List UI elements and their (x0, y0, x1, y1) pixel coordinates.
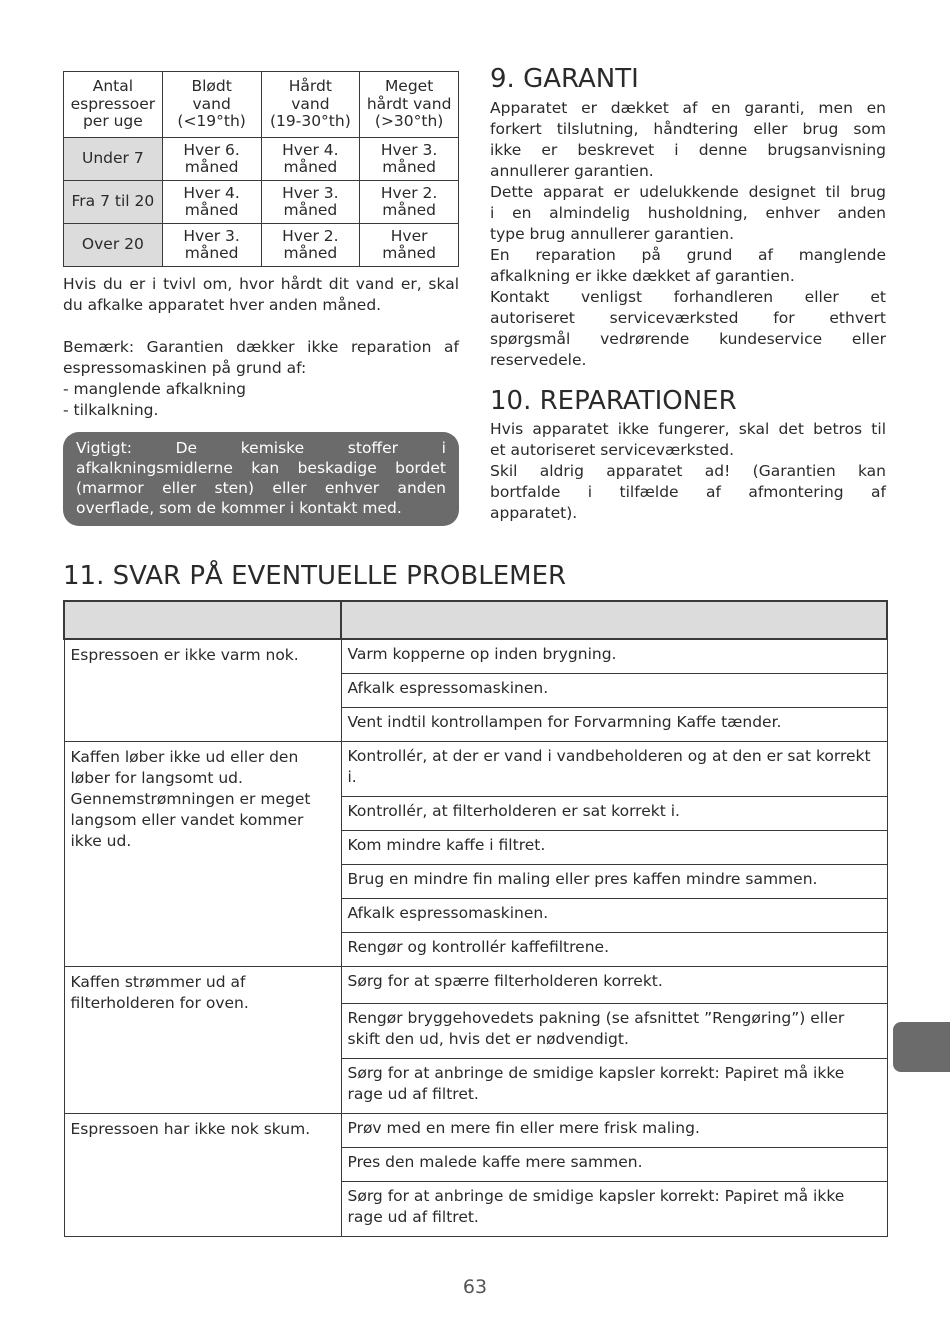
text-line: Dette apparat er udelukkende designet til brug (490, 183, 886, 201)
chapter-thumb-tab (893, 1022, 950, 1072)
text-line: Bemærk: Garantien dækker ikke reparation af (63, 338, 459, 356)
table-row (64, 967, 887, 1004)
solution-cell: Pres den malede kaffe mere sammen. (341, 1148, 887, 1182)
text-line: du afkalke apparatet hver anden måned. (63, 296, 382, 314)
cell-text: Hver 3. måned (380, 140, 438, 176)
cell-text: Hver måned (382, 226, 437, 262)
cell-text: Hver 4. måned (282, 140, 339, 176)
text-line: - tilkalkning. (63, 401, 159, 419)
cell-text: Hver 3. måned (183, 226, 240, 262)
text-line: En reparation på grund af manglende (490, 246, 886, 264)
reparationer-text (490, 419, 886, 524)
solution-cell: Sørg for at anbringe de smidige kapsler korrekt: Papiret må ikke rage ud af filtret. (341, 1059, 887, 1114)
descale-frequency-table (63, 71, 459, 267)
water-hardness-doubt-text (63, 274, 459, 316)
text-line: autoriseret serviceværksted for ethvert (490, 309, 886, 327)
cell-text: Hårdt vand (19-30°th) (269, 77, 351, 131)
warranty-note-text (63, 337, 459, 421)
solution-cell: Rengør bryggehovedets pakning (se afsnittet ”Rengøring”) eller skift den ud, hvis det er nødvendigt. (341, 1004, 887, 1059)
troubleshooting-table (63, 600, 888, 1237)
problem-cell: Espressoen er ikke varm nok. (64, 639, 341, 742)
solution-cell: Afkalk espressomaskinen. (341, 674, 887, 708)
cell-text: Hver 4. måned (183, 183, 240, 219)
descale-cell (360, 224, 459, 267)
solution-cell: Kontrollér, at der er vand i vandbeholderen og at den er sat korrekt i. (341, 742, 887, 797)
cell-text: Hver 2. måned (282, 226, 339, 262)
descale-cell (162, 138, 261, 181)
descale-header-cell (64, 72, 163, 138)
cell-text: Hver 2. måned (380, 183, 438, 219)
text-line: apparatet). (490, 504, 578, 522)
descale-cell (360, 181, 459, 224)
text-line: i en almindelig husholdning, enhver anden (490, 204, 886, 222)
descale-cell (162, 224, 261, 267)
problem-cell: Kaffen løber ikke ud eller den løber for langsomt ud. Gennemstrømningen er meget langsom eller vandet kommer ikke ud. (64, 742, 341, 967)
text-line: Vigtigt: De kemiske stoffer i (76, 439, 446, 457)
text-line: reservedele. (490, 351, 587, 369)
section-title-reparationer: 10. REPARATIONER (490, 386, 737, 416)
cell-text: Meget hårdt vand (>30°th) (366, 77, 452, 131)
solution-cell: Brug en mindre fin maling eller pres kaffen mindre sammen. (341, 865, 887, 899)
table-row (64, 639, 887, 674)
text-line: espressomaskinen på grund af: (63, 359, 307, 377)
solution-cell: Vent indtil kontrollampen for Forvarmning Kaffe tænder. (341, 708, 887, 742)
important-warning-callout (63, 432, 459, 526)
text-line: - manglende afkalkning (63, 380, 246, 398)
solution-cell: Sørg for at anbringe de smidige kapsler korrekt: Papiret må ikke rage ud af filtret. (341, 1182, 887, 1237)
section-title-garanti: 9. GARANTI (490, 64, 639, 94)
problem-column-header (64, 601, 341, 639)
text-line: spørgsmål vedrørende kundeservice eller (490, 330, 886, 348)
solution-cell: Afkalk espressomaskinen. (341, 899, 887, 933)
cell-text: Fra 7 til 20 (71, 192, 155, 211)
text-line: overflade, som de kommer i kontakt med. (76, 499, 402, 517)
problem-cell: Kaffen strømmer ud af filterholderen for oven. (64, 967, 341, 1114)
solution-cell: Kontrollér, at filterholderen er sat korrekt i. (341, 797, 887, 831)
text-line: Apparatet er dækket af en garanti, men en (490, 99, 886, 117)
descale-header-cell (162, 72, 261, 138)
solution-column-header (341, 601, 887, 639)
descale-header-cell (360, 72, 459, 138)
text-line: annullerer garantien. (490, 162, 654, 180)
descale-table-header-row (64, 72, 459, 138)
cell-text: Hver 3. måned (282, 183, 339, 219)
descale-header-cell (261, 72, 360, 138)
text-line: bortfalde i tilfælde af afmontering af (490, 483, 886, 501)
descale-row-label (64, 224, 163, 267)
table-row (64, 742, 887, 797)
cell-text: Blødt vand (<19°th) (177, 77, 246, 131)
text-line: forkert tilslutning, håndtering eller brug som (490, 120, 886, 138)
descale-row-label (64, 181, 163, 224)
text-line: Kontakt venligst forhandleren eller et (490, 288, 886, 306)
descale-row-label (64, 138, 163, 181)
text-line: (marmor eller sten) eller enhver anden (76, 479, 446, 497)
troubleshooting-header-row (64, 601, 887, 639)
text-line: et autoriseret serviceværksted. (490, 441, 735, 459)
table-row (64, 1114, 887, 1148)
descale-cell (360, 138, 459, 181)
descale-cell (162, 181, 261, 224)
descale-cell (261, 181, 360, 224)
text-line: ikke er beskrevet i denne brugsanvisning (490, 141, 886, 159)
text-line: type brug annullerer garantien. (490, 225, 735, 243)
text-line: Hvis apparatet ikke fungerer, skal det betros til (490, 420, 886, 438)
descale-table-row (64, 181, 459, 224)
cell-text: Hver 6. måned (183, 140, 240, 176)
text-line: Skil aldrig apparatet ad! (Garantien kan (490, 462, 886, 480)
solution-cell: Varm kopperne op inden brygning. (341, 639, 887, 674)
descale-cell (261, 224, 360, 267)
solution-cell: Rengør og kontrollér kaffefiltrene. (341, 933, 887, 967)
cell-text: Antal espressoer per uge (70, 77, 156, 131)
page-number: 63 (462, 1276, 488, 1298)
section-title-problems: 11. SVAR PÅ EVENTUELLE PROBLEMER (63, 561, 567, 591)
solution-cell: Sørg for at spærre filterholderen korrekt. (341, 967, 887, 1004)
descale-table-row (64, 224, 459, 267)
text-line: afkalkning er ikke dækket af garantien. (490, 267, 795, 285)
text-line: afkalkningsmidlerne kan beskadige bordet (76, 459, 446, 477)
solution-cell: Kom mindre kaffe i filtret. (341, 831, 887, 865)
solution-cell: Prøv med en mere fin eller mere frisk maling. (341, 1114, 887, 1148)
problem-cell: Espressoen har ikke nok skum. (64, 1114, 341, 1237)
text-line: Hvis du er i tvivl om, hvor hårdt dit vand er, skal (63, 275, 459, 293)
descale-cell (261, 138, 360, 181)
cell-text: Over 20 (81, 235, 144, 254)
cell-text: Under 7 (82, 149, 144, 168)
descale-table-row (64, 138, 459, 181)
garanti-text (490, 98, 886, 371)
